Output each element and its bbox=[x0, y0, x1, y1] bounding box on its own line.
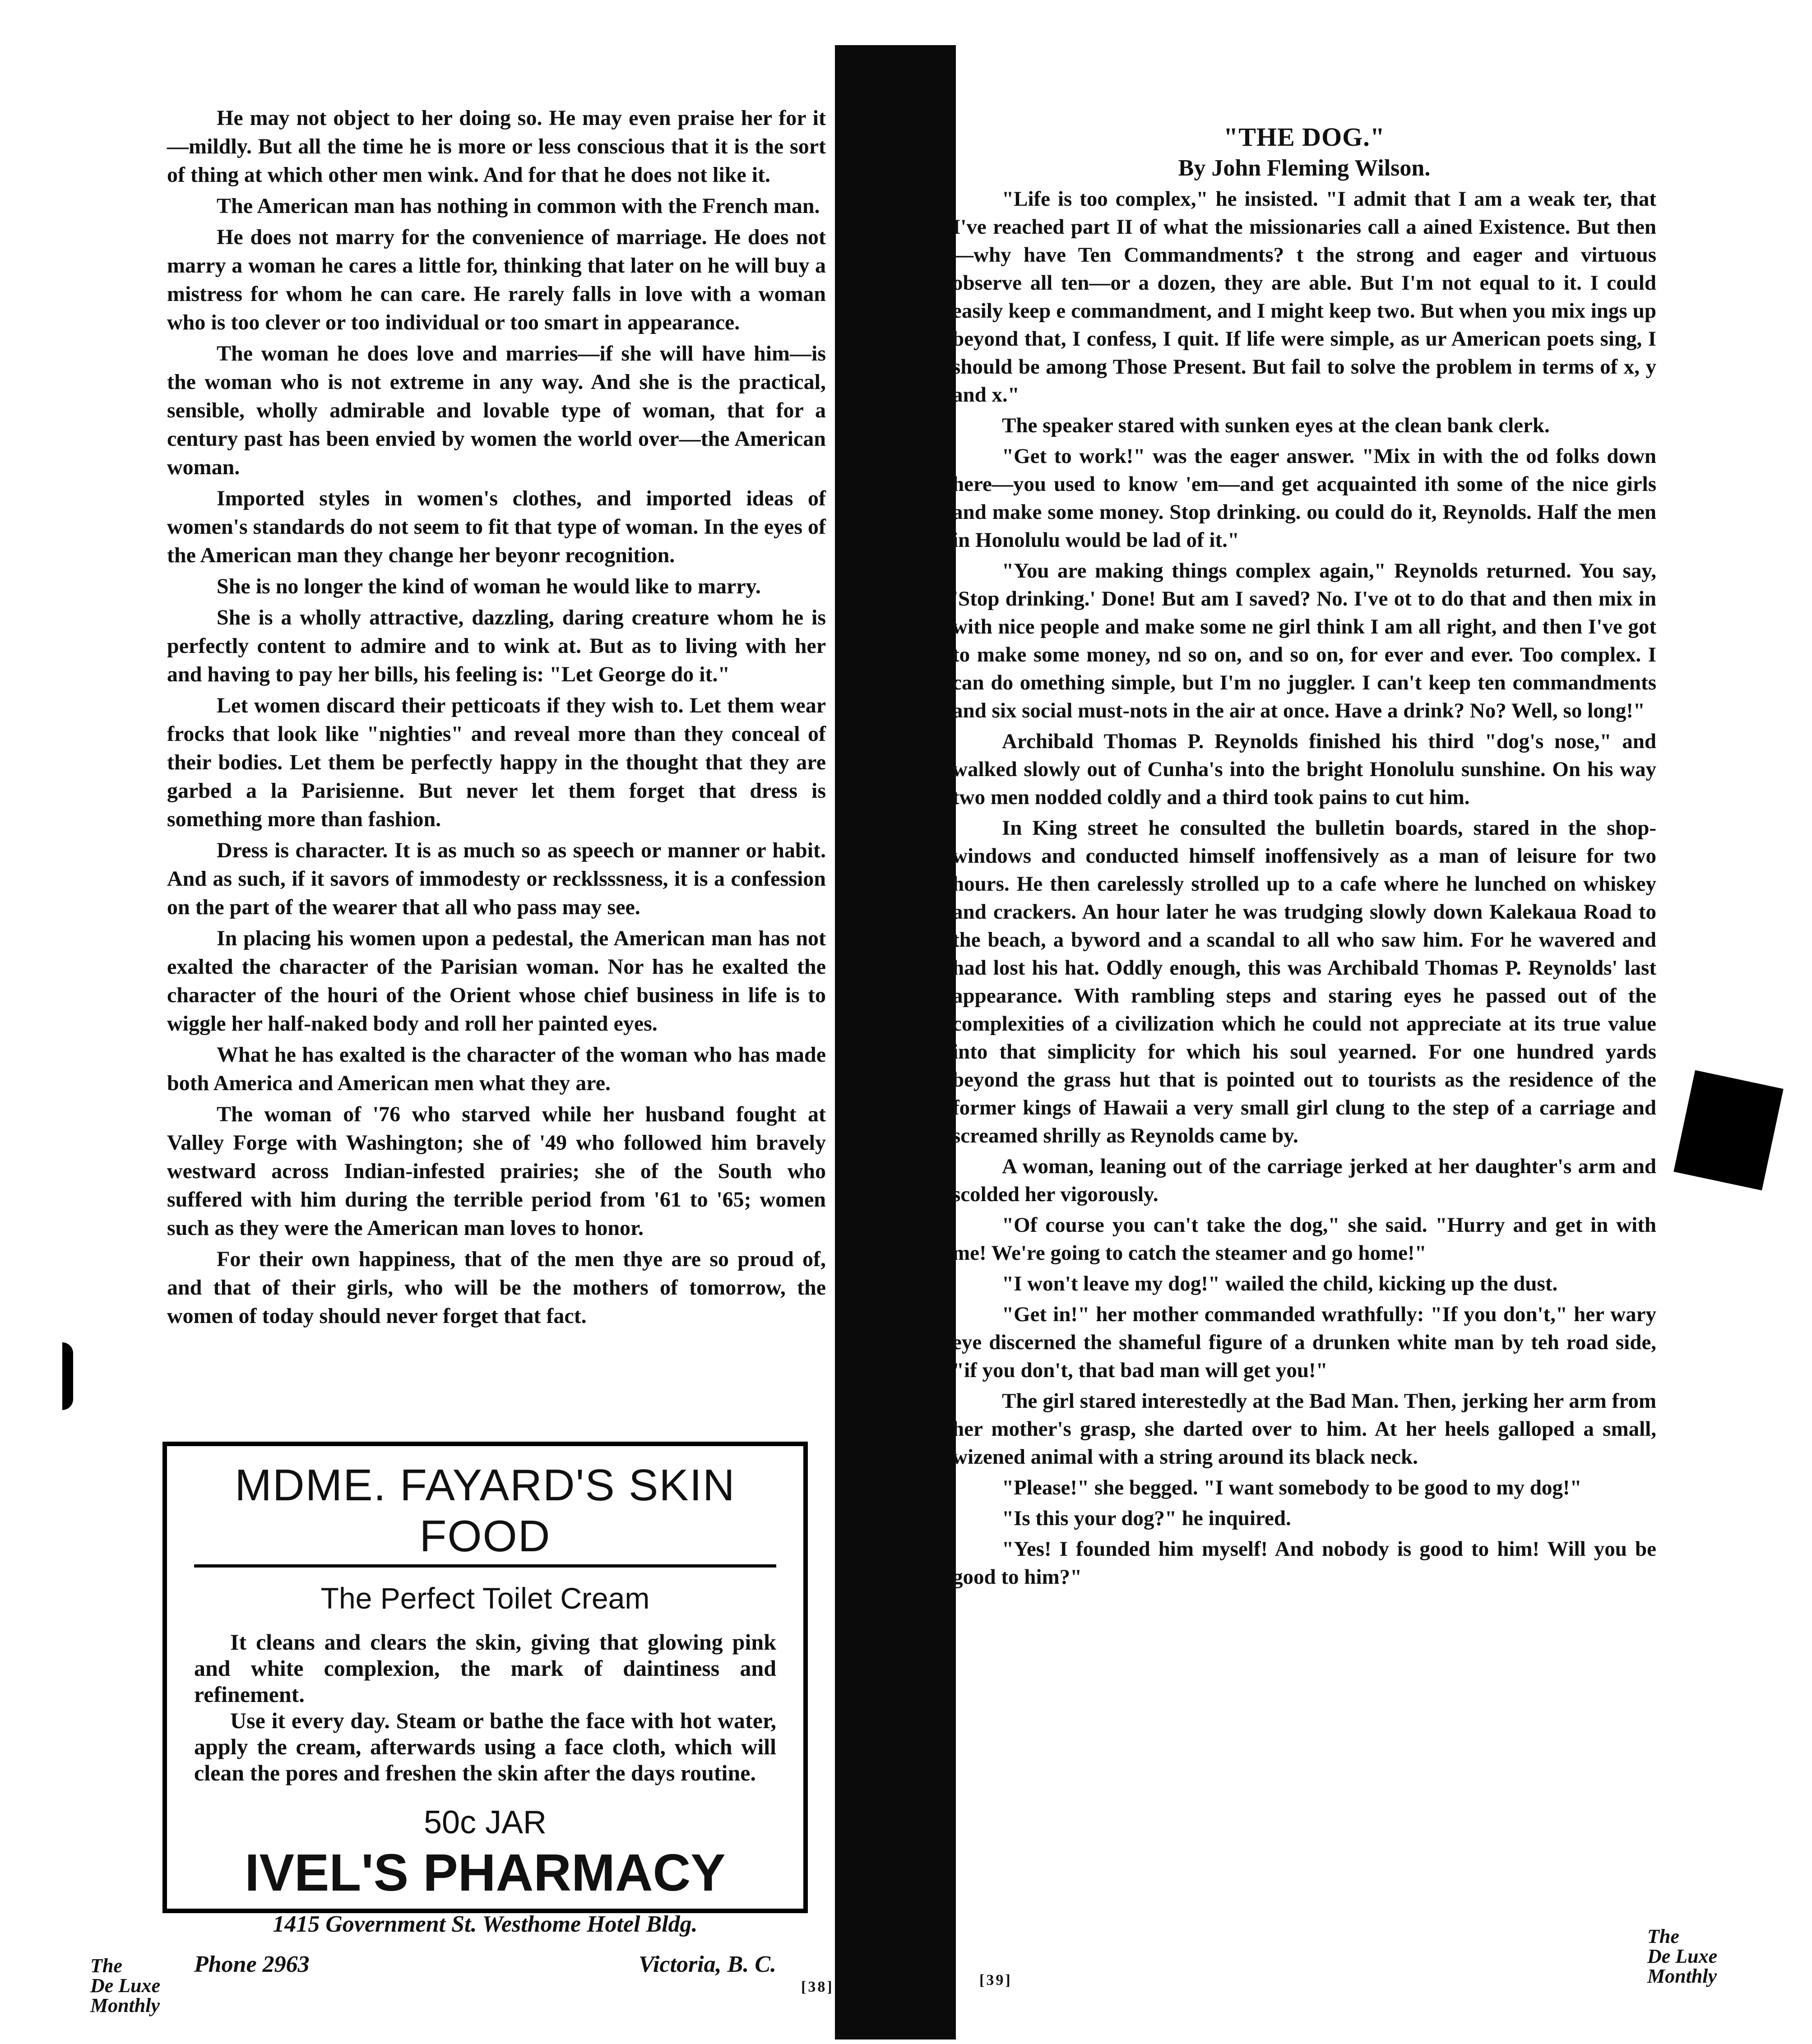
footer-title-line: De Luxe bbox=[1647, 1945, 1718, 1967]
left-page-number: [38] bbox=[801, 1979, 834, 1995]
ad-body bbox=[194, 1629, 776, 1786]
left-paragraph: The woman he does love and marries—if she will have him—is the woman who is not extreme in any way. And she is the practical, sensible, wholly admirable and lovable type of woman, that for a century past has been envied by women the world over—the American woman. bbox=[167, 342, 826, 479]
ad-title: MDME. FAYARD'S SKIN FOOD bbox=[194, 1460, 776, 1568]
left-paragraph: For their own happiness, that of the men thye are so proud of, and that of their girls, who will be the mothers of tomorrow, the women of today should never forget that fact. bbox=[167, 1247, 826, 1328]
footer-title-line: The bbox=[90, 1955, 122, 1977]
left-paragraph: She is no longer the kind of woman he would like to marry. bbox=[217, 574, 761, 598]
skin-food-advertisement bbox=[162, 1442, 808, 1977]
right-paragraph: "Yes! I founded him myself! And nobody is good to him! Will you be good to him?" bbox=[952, 1537, 1656, 1589]
left-article-column bbox=[167, 104, 826, 1333]
right-paragraph: In King street he consulted the bulletin boards, stared in the shop-windows and conducted himself inoffensively as a man of leisure for two hours. He then carelessly strolled up to a cafe where he lunched on whiskey and crackers. An hour later he was trudging slowly down Kalekaua Road to the beach, a byword and a scandal to all who saw him. For he wavered and had lost his hat. Oddly enough, this was Archibald Thomas P. Reynolds' last appearance. With rambling steps and staring eyes he passed out of the complexities of a civilization which he could not appreciate at its true value into that simplicity for which his soul yearned. For one hundred yards beyond the grass hut that is pointed out to tourists as the residence of the former kings of Hawaii a very small girl clung to the step of a carriage and screamed shrilly as Reynolds came by. bbox=[952, 816, 1656, 1147]
right-page-number: [39] bbox=[979, 1972, 1012, 1989]
right-paragraph: The speaker stared with sunken eyes at the clean bank clerk. bbox=[1002, 414, 1550, 437]
binding-gutter-shadow bbox=[835, 45, 956, 2039]
right-paragraph: "Get in!" her mother commanded wrathfully: "If you don't," her wary eye discerned the shameful figure of a drunken white man by teh road side, "if you don't, that bad man will get you!" bbox=[952, 1303, 1656, 1382]
right-paragraph: A woman, leaning out of the carriage jerked at her daughter's arm and scolded her vigorously. bbox=[952, 1155, 1656, 1206]
ad-body-paragraph: Use it every day. Steam or bathe the face with hot water, apply the cream, afterwards using a face cloth, which will clean the pores and freshen the skin after the days routine. bbox=[194, 1708, 776, 1785]
ad-city: Victoria, B. C. bbox=[639, 1952, 776, 1977]
right-paragraph: "Please!" she begged. "I want somebody to be good to my dog!" bbox=[1002, 1476, 1582, 1499]
right-article-column bbox=[952, 122, 1656, 1594]
footer-title-line: The bbox=[1647, 1925, 1679, 1947]
left-footer-magazine-title bbox=[90, 1956, 160, 2016]
right-paragraph: "Of course you can't take the dog," she said. "Hurry and get in with me! We're going to catch the steamer and go home!" bbox=[952, 1213, 1656, 1265]
ad-address: 1415 Government St. Westhome Hotel Bldg. bbox=[273, 1911, 698, 1937]
left-paragraph: In placing his women upon a pedestal, the American man has not exalted the character of the Parisian woman. Nor has he exalted the character of the houri of the Orient whose chief business in life is to wiggle her half-naked body and roll her painted eyes. bbox=[167, 926, 826, 1036]
right-paragraph: The girl stared interestedly at the Bad Man. Then, jerking her arm from her mother's grasp, she darted over to him. At her heels galloped a small, wizened animal with a string around its black neck. bbox=[952, 1389, 1656, 1469]
right-paragraph: "Life is too complex," he insisted. "I admit that I am a weak ter, that I've reached part II of what the missionaries call a ained Existence. But then—why have Ten Commandments? t the strong and eager and virtuous observe all ten—or a dozen, they are able. But I'm not equal to it. I could easily keep e commandment, and I might keep two. But when you mix ings up beyond that, I confess, I quit. If life were simple, as ur American poets sing, I should be among Those Present. But fail to solve the problem in terms of x, y and x." bbox=[952, 187, 1656, 407]
left-paragraph: The woman of '76 who starved while her husband fought at Valley Forge with Washington; she of '49 who followed him bravely westward across Indian-infested prairies; she of the South who suffered with him during the terrible period from '61 to '65; women such as they were the American man loves to honor. bbox=[167, 1102, 826, 1240]
footer-title-line: De Luxe bbox=[90, 1975, 161, 1997]
article-byline: By John Fleming Wilson. bbox=[1178, 155, 1431, 181]
footer-title-line: Monthly bbox=[1647, 1965, 1717, 1987]
ad-phone: Phone 2963 bbox=[194, 1952, 310, 1977]
article-title: "THE DOG." bbox=[1223, 122, 1385, 152]
scan-punch-mark bbox=[62, 1342, 73, 1410]
right-paragraph: Archibald Thomas P. Reynolds finished his third "dog's nose," and walked slowly out of Cunha's into the bright Honolulu sunshine. On his way two men nodded coldly and a third took pains to cut him. bbox=[952, 730, 1656, 809]
right-paragraph: "I won't leave my dog!" wailed the child, kicking up the dust. bbox=[1002, 1272, 1558, 1295]
left-paragraph: Imported styles in women's clothes, and imported ideas of women's standards do not seem to fit that type of woman. In the eyes of the American man they change her beyonr recognition. bbox=[167, 486, 826, 567]
right-paragraph: "Get to work!" was the eager answer. "Mix in with the od folks down here—you used to know 'em—and get acquainted ith some of the nice girls and make some money. Stop drinking. ou could do it, Reynolds. Half the men in Honolulu would be lad of it." bbox=[952, 444, 1656, 552]
left-paragraph: What he has exalted is the character of the woman who has made both America and American men what they are. bbox=[167, 1043, 826, 1095]
footer-title-line: Monthly bbox=[90, 1994, 160, 2016]
ad-price: 50c JAR bbox=[423, 1804, 547, 1841]
ad-store-name: IVEL'S PHARMACY bbox=[245, 1843, 726, 1902]
ad-body-paragraph: It cleans and clears the skin, giving that glowing pink and white complexion, the mark of daintiness and refinement. bbox=[194, 1629, 776, 1707]
right-paragraph: "You are making things complex again," Reynolds returned. You say, 'Stop drinking.' Done! But am I saved? No. I've ot to do that and then mix in with nice people and make some ne girl think I am all right, and then I've got to make some money, nd so on, and so on, for ever and ever. Too complex. I can do omething simple, but I'm no juggler. I can't keep ten commandments and six social must-nots in the air at once. Have a drink? No? Well, so long!" bbox=[952, 559, 1656, 722]
left-paragraph: Let women discard their petticoats if they wish to. Let them wear frocks that look like "nighties" and reveal more than they conceal of their bodies. Let them be perfectly happy in the thought that they are garbed a la Parisienne. But never let them forget that dress is something more than fashion. bbox=[167, 694, 826, 831]
ad-contact-row bbox=[194, 1951, 776, 1978]
left-paragraph: She is a wholly attractive, dazzling, daring creature whom he is perfectly content to admire and to wink at. But as to living with her and having to pay her bills, his feeling is: "Let George do it." bbox=[167, 606, 826, 686]
right-paragraph: "Is this your dog?" he inquired. bbox=[1002, 1507, 1291, 1530]
left-paragraph: The American man has nothing in common with the French man. bbox=[217, 194, 820, 218]
left-paragraph: Dress is character. It is as much so as speech or manner or habit. And as such, if it savors of immodesty or recklsssness, it is a confession on the part of the wearer that all who pass may see. bbox=[167, 838, 826, 919]
left-paragraph: He may not object to her doing so. He may even praise her for it—mildly. But all the time he is more or less conscious that it is the sort of thing at which other men wink. And for that he does not like it. bbox=[167, 106, 826, 187]
right-footer-magazine-title bbox=[1647, 1927, 1717, 1986]
left-paragraph: He does not marry for the convenience of marriage. He does not marry a woman he cares a little for, thinking that later on he will buy a mistress for whom he can care. He rarely falls in love with a woman who is too clever or too individual or too smart in appearance. bbox=[167, 225, 826, 334]
ad-subtitle: The Perfect Toilet Cream bbox=[320, 1582, 650, 1615]
